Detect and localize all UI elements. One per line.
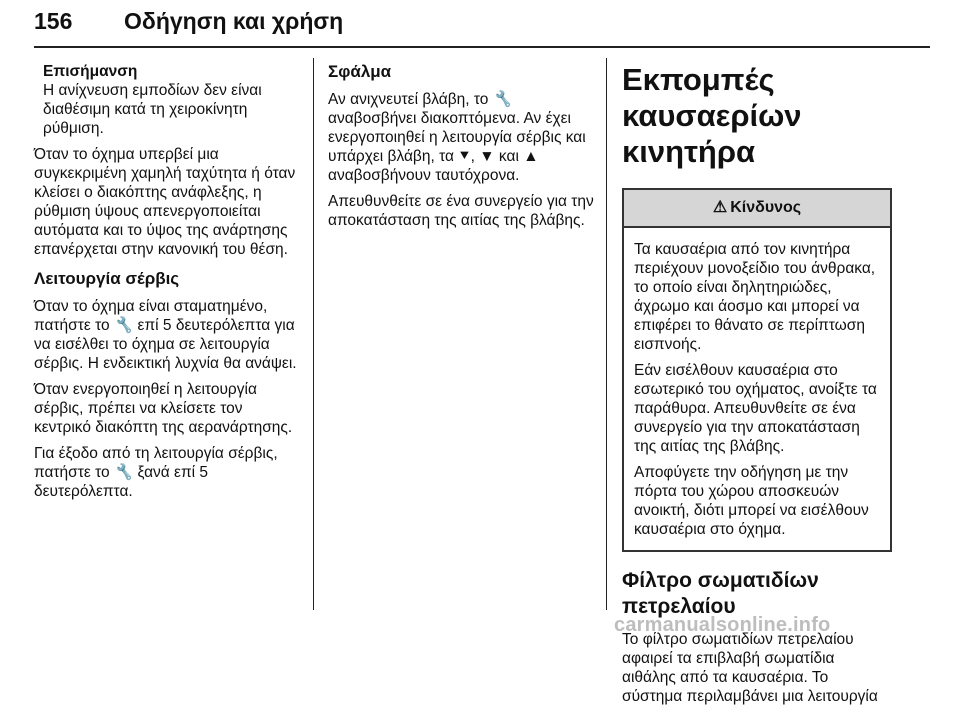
column-divider-1: [313, 58, 314, 610]
page-number: 156: [34, 8, 73, 34]
paragraph-service-exit: Για έξοδο από τη λειτουργία σέρβις, πατήστε το 🔧 ξανά επί 5 δευτερόλεπτα.: [34, 445, 278, 500]
paragraph-service-switch: Όταν ενεργοποιηθεί η λειτουργία σέρβις, πρέπει να κλείσετε τον κεντρικό διακόπτη της αερανάρτησης.: [34, 381, 293, 436]
paragraph-height-auto-reset: Όταν το όχημα υπερβεί μια συγκεκριμένη χαμηλή ταχύτητα ή όταν κλείσει ο διακόπτης ανάφλεξης, η ρύθμιση ύψους απενεργοποιείται αυτόματα και το ύψος της ανάρτησης επανέρχεται στην κανονική του θέση.: [34, 146, 296, 258]
danger-header: [624, 190, 890, 228]
section-heading-exhaust: Εκπομπές καυσαερίων κινητήρα: [622, 62, 802, 169]
paragraph-service-enter: Όταν το όχημα είναι σταματημένο, πατήστε το 🔧 επί 5 δευτερόλεπτα για να εισέλθει το όχημα σε λειτουργία σέρβις. Η ενδεικτική λυχνία θα ανάψει.: [34, 298, 297, 372]
column-2: [328, 62, 594, 237]
header-divider: [34, 46, 930, 48]
column-1: [34, 62, 300, 508]
section-heading-fault: Σφάλμα: [328, 62, 392, 81]
section-heading-service-mode: Λειτουργία σέρβις: [34, 269, 180, 288]
danger-label: Κίνδυνος: [730, 199, 802, 216]
watermark: carmanualsonline.info: [614, 614, 831, 636]
danger-body: [624, 228, 890, 550]
column-divider-2: [606, 58, 607, 610]
danger-box: [622, 188, 892, 552]
paragraph-contact-workshop: Απευθυνθείτε σε ένα συνεργείο για την αποκατάσταση της αιτίας της βλάβης.: [328, 193, 594, 229]
warning-triangle-icon: ⚠: [712, 199, 728, 216]
wrench-icon: 🔧: [492, 91, 513, 108]
danger-paragraph-1: Τα καυσαέρια από τον κινητήρα περιέχουν μονοξείδιο του άνθρακα, το οποίο είναι δηλητηριώδες, άχρωμο και άοσμο και μπορεί να επιφέρει το θάνατο σε περίπτωση εισπνοής.: [634, 241, 876, 353]
raise-arrow-icon: ▲: [523, 148, 539, 165]
wrench-icon: 🔧: [113, 317, 134, 334]
page-title: Οδήγηση και χρήση: [124, 8, 344, 34]
lower-arrows-icon: ⯆, ▼: [458, 148, 495, 165]
danger-paragraph-3: Αποφύγετε την οδήγηση με την πόρτα του χώρου αποσκευών ανοικτή, διότι μπορεί να εισέλθουν καυσαέρια στο όχημα.: [634, 464, 869, 538]
note-title: Επισήμανση: [43, 63, 138, 80]
page-header: [34, 4, 930, 46]
danger-paragraph-2: Εάν εισέλθουν καυσαέρια στο εσωτερικό του οχήματος, ανοίξτε τα παράθυρα. Απευθυνθείτε σε ένα συνεργείο για την αποκατάσταση της αιτίας της βλάβης.: [634, 362, 877, 455]
paragraph-fault: Αν ανιχνευτεί βλάβη, το 🔧 αναβοσβήνει διακοπτόμενα. Αν έχει ενεργοποιηθεί η λειτουργία σέρβις και υπάρχει βλάβη, τα ⯆, ▼ και ▲ αναβοσβήνουν ταυτόχρονα.: [328, 91, 586, 184]
wrench-icon: 🔧: [113, 464, 134, 481]
section-heading-dpf: Φίλτρο σωματιδίων πετρελαίου: [622, 569, 819, 618]
note-text: Η ανίχνευση εμποδίων δεν είναι διαθέσιμη κατά τη χειροκίνητη ρύθμιση.: [43, 82, 262, 137]
paragraph-dpf: Το φίλτρο σωματιδίων πετρελαίου αφαιρεί τα επιβλαβή σωματίδια αιθάλης από τα καυσαέρια. Το σύστημα περιλαμβάνει μια λειτουργία: [622, 631, 878, 705]
